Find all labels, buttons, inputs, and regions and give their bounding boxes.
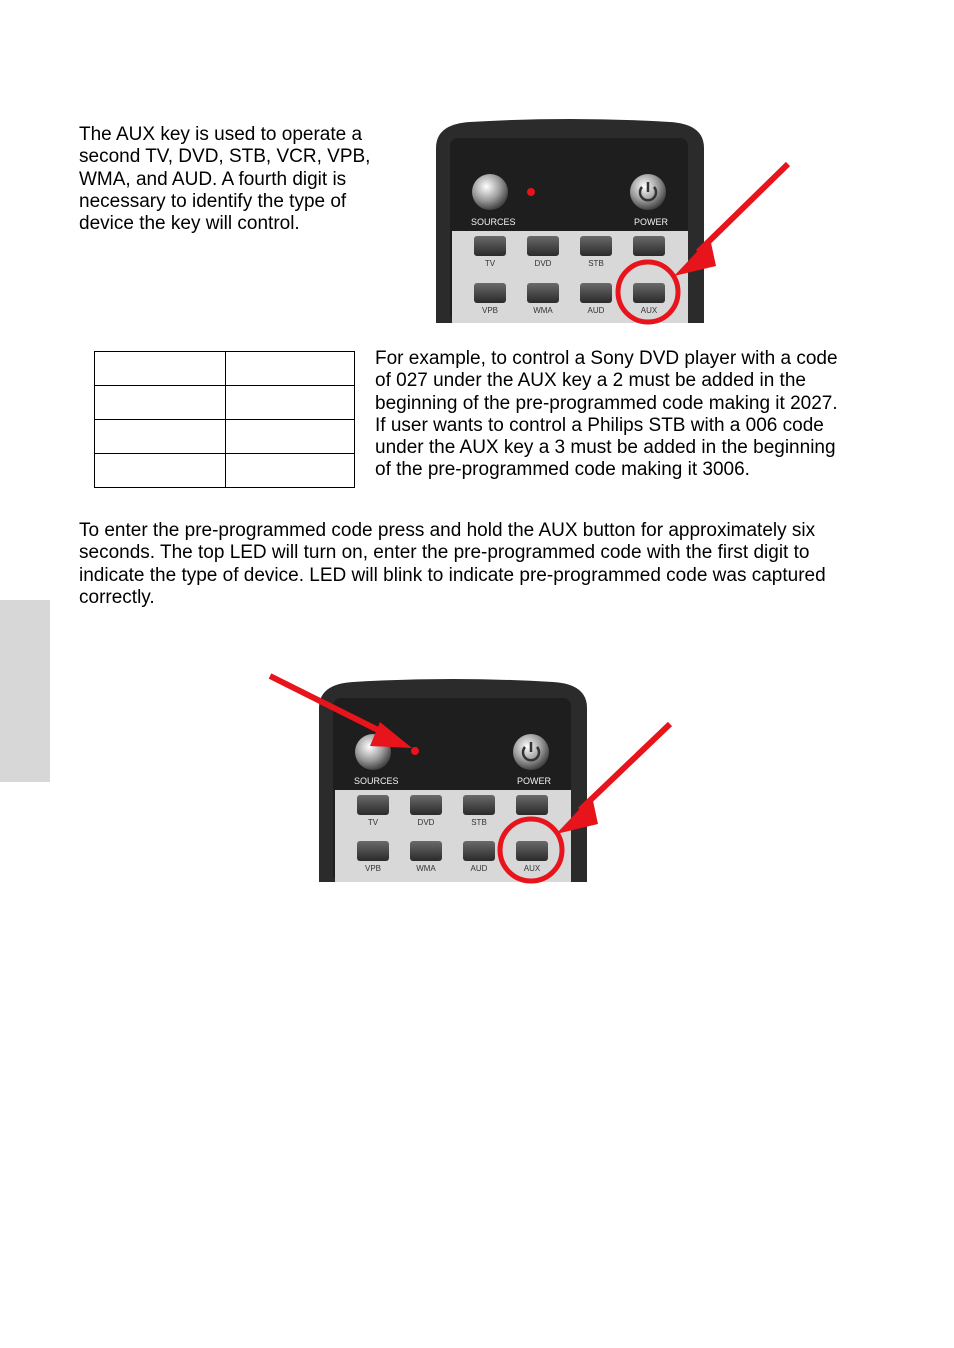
- aux-key: [633, 283, 665, 303]
- aux-key: [516, 841, 548, 861]
- remote-image-led-aux: [260, 670, 700, 890]
- svg-text:TV: TV: [367, 818, 379, 827]
- svg-text:WMA: WMA: [416, 864, 436, 873]
- svg-text:VPB: VPB: [481, 306, 499, 315]
- sources-label: SOURCES: [354, 776, 399, 786]
- svg-text:DVD: DVD: [534, 259, 552, 268]
- svg-text:DVD: DVD: [417, 818, 435, 827]
- sources-knob: [472, 174, 508, 210]
- aux-pointer-arrow: [580, 724, 670, 810]
- svg-text:AUX: AUX: [640, 306, 658, 315]
- side-tab: [0, 600, 50, 782]
- svg-text:AUD: AUD: [470, 864, 488, 873]
- power-label: POWER: [634, 217, 669, 227]
- svg-text:WMA: WMA: [533, 306, 553, 315]
- led-indicator: [411, 747, 419, 755]
- led-indicator: [527, 188, 535, 196]
- power-label: POWER: [517, 776, 552, 786]
- svg-text:STB: STB: [471, 818, 487, 827]
- svg-text:VPB: VPB: [364, 864, 382, 873]
- instructions-paragraph: To enter the pre-programmed code press and hold the AUX button for approximately six seconds. The top LED will turn on, enter the pre-programmed code with the first digit to indicate the type of device. LED will blink to indicate pre-programmed code was captured correctly.: [79, 520, 826, 608]
- svg-text:TV: TV: [484, 259, 496, 268]
- sources-label: SOURCES: [471, 217, 516, 227]
- svg-text:STB: STB: [588, 259, 604, 268]
- pointer-arrow: [698, 164, 788, 252]
- remote-image-aux-highlight: [430, 118, 810, 328]
- svg-text:AUD: AUD: [587, 306, 605, 315]
- device-code-table: [94, 351, 355, 488]
- intro-paragraph: The AUX key is used to operate a second TV, DVD, STB, VCR, VPB, WMA, and AUD. A fourth digit is necessary to identify the type of device the key will control.: [79, 124, 371, 235]
- svg-text:AUX: AUX: [523, 864, 541, 873]
- example-paragraph: For example, to control a Sony DVD player with a code of 027 under the AUX key a 2 must be added in the beginning of the pre-programmed code making it 2027. If user wants to control a Philips STB with a 006 code under the AUX key a 3 must be added in the beginning of the pre-programmed code making it 3006.: [375, 348, 838, 481]
